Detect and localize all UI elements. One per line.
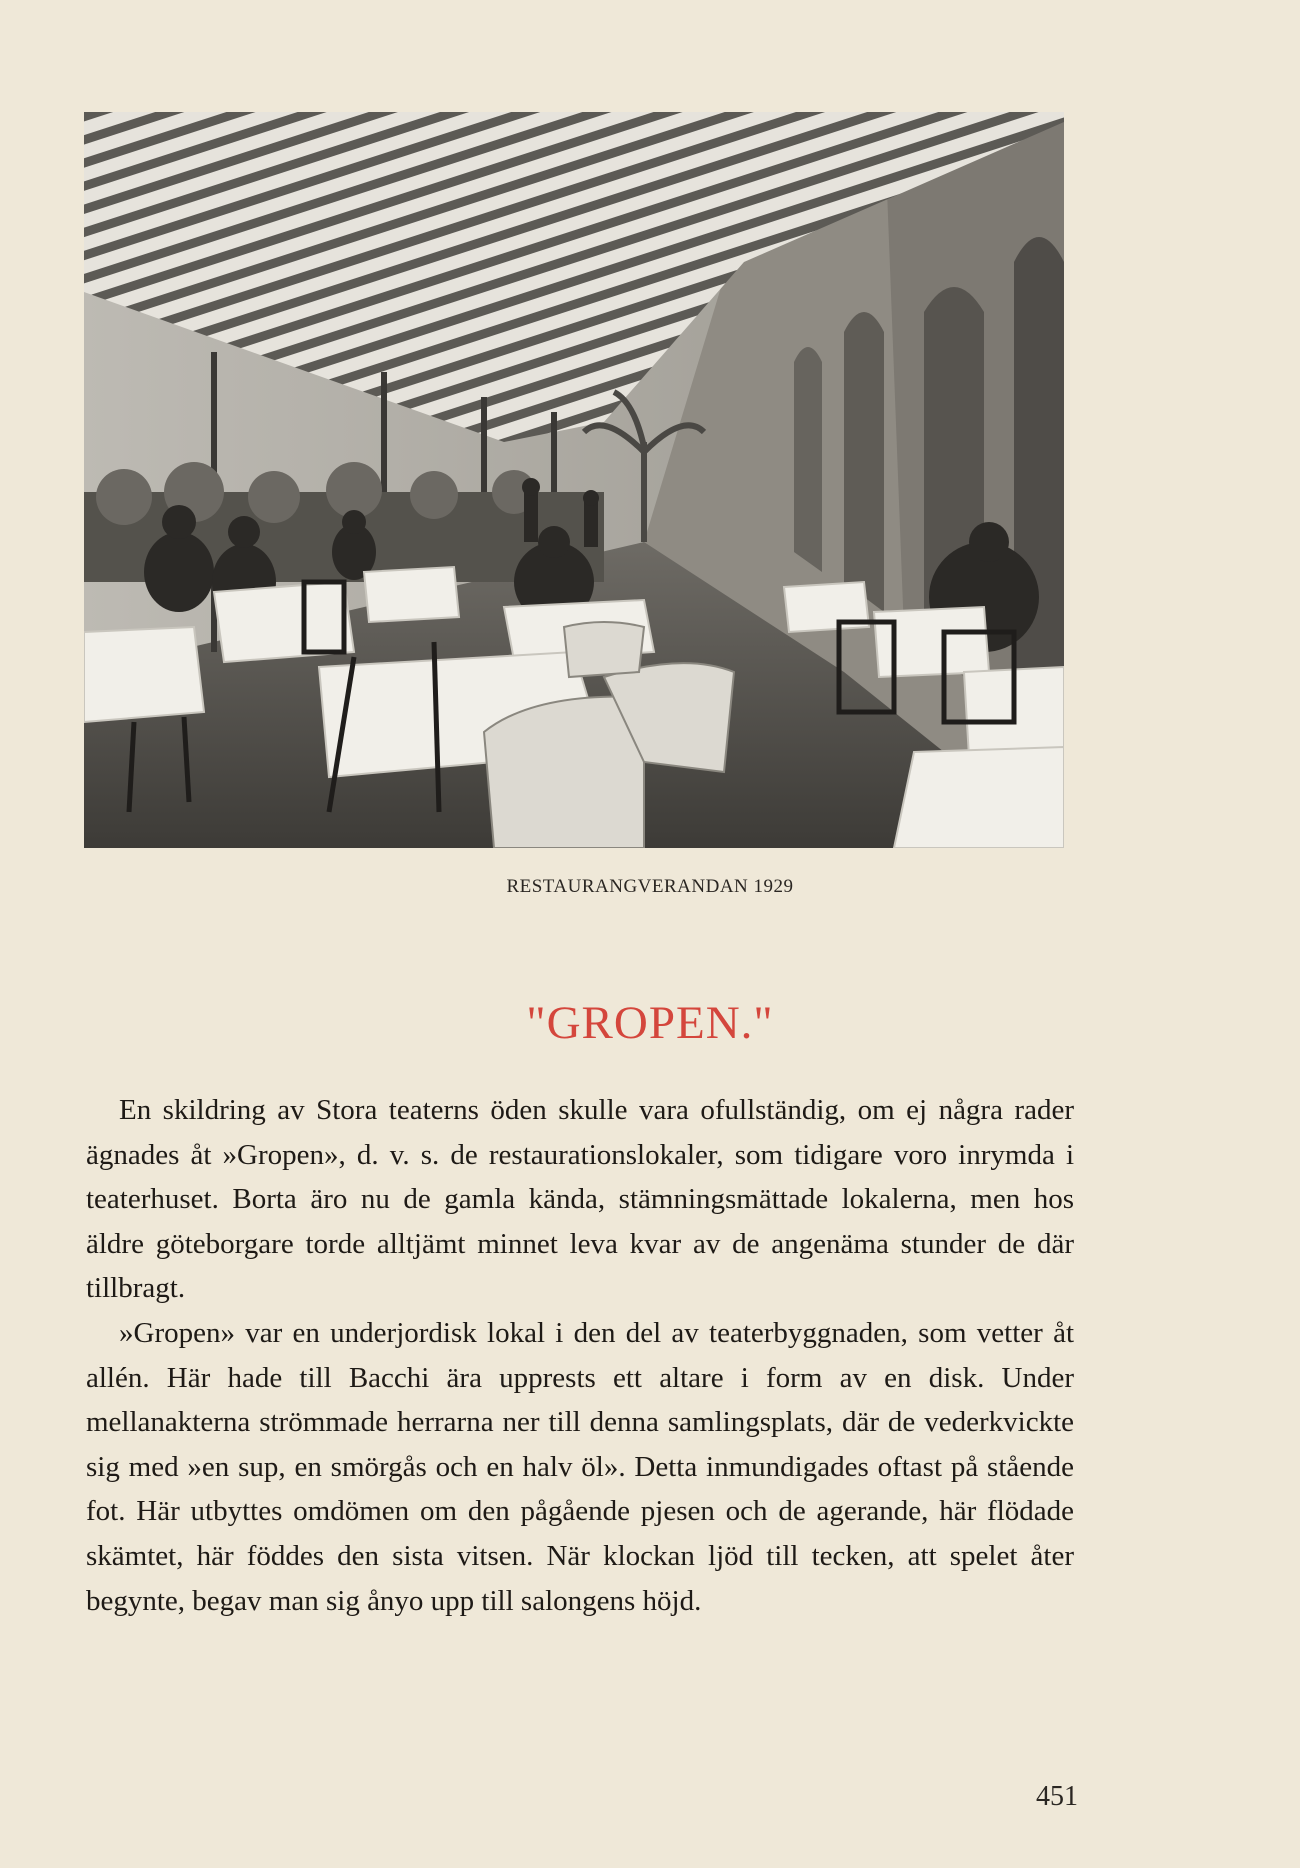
page-number: 451: [1036, 1781, 1078, 1812]
restaurant-veranda-photo: [84, 112, 1064, 848]
photo-caption: RESTAURANGVERANDAN 1929: [506, 876, 794, 897]
paragraph-1: En skildring av Stora teaterns öden skulle vara ofullständig, om ej några rader ägnades åt »Gropen», d. v. s. de restaurationslokaler, som tidigare voro inrymda i teaterhuset. Borta äro nu de gamla kända, stämningsmättade lokalerna, men hos äldre göteborgare torde alltjämt minnet leva kvar av de angenäma stunder de där tillbragt.: [86, 1094, 1074, 1305]
paragraph-2: »Gropen» var en underjordisk lokal i den del av teaterbyggnaden, som vetter åt allén. Här hade till Bacchi ära upprests ett altare i form av en disk. Under mellanakterna strömmade herrarna ner till denna samlingsplats, där de vederkvickte sig med »en sup, en smörgås och en halv öl». Detta inmundigades oftast på stående fot. Här utbyttes omdömen om den pågående pjesen och de agerande, här flödade skämtet, här föddes den sista vitsen. När klockan ljöd till tecken, att spelet åter begynte, begav man sig ånyo upp till salongens höjd.: [86, 1316, 1074, 1617]
article-title: "GROPEN.": [526, 997, 774, 1049]
article-body: [86, 1088, 1074, 1623]
